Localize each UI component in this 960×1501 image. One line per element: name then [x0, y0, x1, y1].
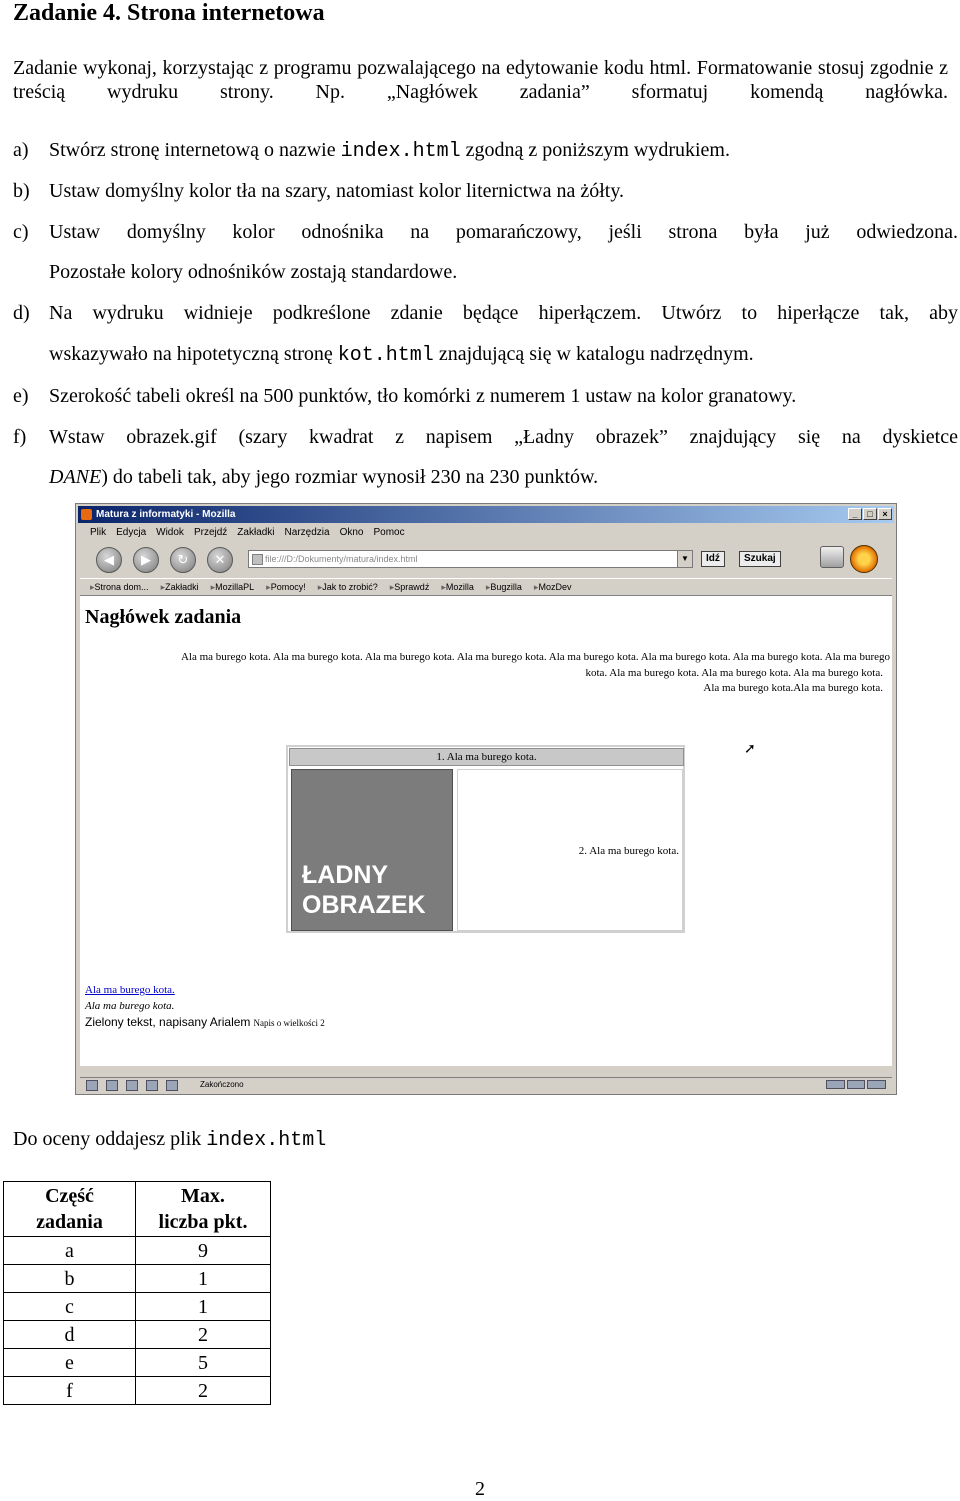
bookmark-pomocy[interactable]: ▸ Pomocy! [266, 579, 306, 595]
bookmark-mozillapl[interactable]: ▸ MozillaPL [211, 579, 255, 595]
header-part: Część zadania [4, 1182, 136, 1237]
row-points: 9 [136, 1237, 271, 1265]
menu-item-okno[interactable]: Okno [339, 527, 364, 538]
table-cell-2-text: 2. Ala ma burego kota. [578, 845, 679, 857]
maximize-icon[interactable]: □ [863, 508, 877, 520]
row-points: 5 [136, 1349, 271, 1377]
menu-bar [80, 524, 405, 541]
url-dropdown-icon[interactable]: ▼ [677, 551, 692, 567]
mozilla-app-icon [81, 509, 92, 520]
grade-line [13, 1127, 326, 1153]
bookmark-mozilla[interactable]: ▸ Mozilla [441, 579, 474, 595]
popup-icon [867, 1080, 886, 1089]
status-indicators [826, 1080, 886, 1089]
header-max-points: Max. liczba pkt. [136, 1182, 271, 1237]
search-button[interactable]: Szukaj [739, 551, 781, 567]
menu-item-pomoc[interactable]: Pomoc [373, 527, 405, 538]
item-a-filename: index.html [340, 140, 461, 163]
forward-icon[interactable]: ▶ [133, 547, 159, 573]
row-part: a [4, 1237, 136, 1265]
mouse-cursor-icon: ➚ [744, 740, 756, 756]
page-paragraph [95, 650, 890, 697]
bookmark-mozdev[interactable]: ▸ MozDev [534, 579, 572, 595]
points-table [3, 1181, 271, 1405]
mozilla-throbber-icon [850, 545, 878, 573]
chat-icon[interactable] [146, 1080, 158, 1091]
table-row [4, 1321, 271, 1349]
composer-icon[interactable] [126, 1080, 138, 1091]
item-c-label: c) [13, 221, 29, 243]
menu-item-edycja[interactable]: Edycja [116, 527, 147, 538]
bookmark-bugzilla[interactable]: ▸ Bugzilla [486, 579, 522, 595]
item-d-text: wskazywało na hipotetyczną stronę [49, 343, 338, 365]
mail-icon[interactable] [106, 1080, 118, 1091]
item-b-body: Ustaw domyślny kolor tła na szary, natomiast kolor liternictwa na żółty. [49, 180, 625, 202]
table-row [4, 1293, 271, 1321]
security-icon [826, 1080, 845, 1089]
menu-item-zakladki[interactable]: Zakładki [237, 527, 275, 538]
item-e-body: Szerokość tabeli określ na 500 punktów, tło komórki z numerem 1 ustaw na kolor granatowy. [49, 385, 797, 407]
row-points: 2 [136, 1321, 271, 1349]
url-input[interactable] [248, 550, 693, 568]
italic-line: Ala ma burego kota. [85, 1000, 175, 1012]
item-f [13, 425, 958, 489]
menu-item-przejdz[interactable]: Przejdź [193, 527, 228, 538]
bookmark-zakladki[interactable]: ▸ Zakładki [161, 579, 199, 595]
bookmarks-bar [80, 578, 892, 595]
window-controls [848, 508, 892, 520]
navigator-icon[interactable] [86, 1080, 98, 1091]
menu-item-widok[interactable]: Widok [156, 527, 184, 538]
small-text: Napis o wielkości 2 [253, 1018, 325, 1028]
item-f-italic-dane: DANE [49, 466, 102, 488]
hyperlink[interactable]: Ala ma burego kota. [85, 984, 175, 996]
page-bottom-lines [85, 982, 325, 1031]
ladny-obrazek-image [291, 769, 453, 931]
row-part: b [4, 1265, 136, 1293]
task-title: Zadanie 4. Strona internetowa [13, 0, 325, 26]
page-icon [252, 554, 263, 565]
status-text: Zakończono [200, 1080, 244, 1089]
item-a [13, 138, 958, 162]
go-button[interactable]: Idź [701, 551, 725, 567]
item-e [13, 384, 958, 408]
minimize-icon[interactable]: _ [848, 508, 862, 520]
item-c-line1: Ustaw domyślny kolor odnośnika na pomarańczowy, jeśli strona była już odwiedzona. [49, 221, 958, 243]
online-icon [847, 1080, 866, 1089]
row-part: e [4, 1349, 136, 1377]
menu-item-plik[interactable]: Plik [90, 527, 107, 538]
item-b [13, 179, 958, 203]
grade-text: Do oceny oddajesz plik [13, 1128, 207, 1150]
item-f-text-end: ) do tabeli tak, aby jego rozmiar wynosił 230 na 230 punktów. [101, 466, 599, 488]
row-part: d [4, 1321, 136, 1349]
green-arial-line [85, 1014, 325, 1031]
item-d-line1: Na wydruku widnieje podkreślone zdanie będące hiperłączem. Utwórz to hiperłącze tak, aby [49, 302, 958, 324]
item-d [13, 301, 958, 365]
table-row [4, 1349, 271, 1377]
item-c-line2: Pozostałe kolory odnośników zostają standardowe. [49, 261, 458, 283]
page-viewport [80, 595, 892, 1066]
item-d-filename: kot.html [337, 344, 434, 367]
window-title: Matura z informatyki - Mozilla [96, 509, 236, 520]
bookmark-home[interactable]: ▸ Strona dom... [90, 579, 149, 595]
item-f-line2 [49, 465, 958, 489]
address-book-icon[interactable] [166, 1080, 178, 1091]
bookmark-jak-to-zrobic[interactable]: ▸ Jak to zrobić? [318, 579, 378, 595]
image-text-line: OBRAZEK [302, 891, 426, 919]
intro-paragraph: Zadanie wykonaj, korzystając z programu pozwalającego na edytowanie kodu html. Formatowanie stosuj zgodnie z treścią wydruku strony. Np. „Nagłówek zadania” sformatuj komendą nagłówka. [13, 57, 948, 103]
status-bar [80, 1077, 892, 1092]
close-icon[interactable]: × [878, 508, 892, 520]
item-a-label: a) [13, 139, 29, 161]
item-f-label: f) [13, 426, 27, 448]
url-text: file:///D:/Dokumenty/matura/index.html [265, 554, 418, 564]
menu-item-narzedzia[interactable]: Narzędzia [284, 527, 330, 538]
page-paragraph-line: kota. Ala ma burego kota. Ala ma burego kota. Ala ma burego kota. [585, 666, 883, 679]
item-f-line1: Wstaw obrazek.gif (szary kwadrat z napisem „Ładny obrazek” znajdujący się na dyskietce [49, 426, 958, 448]
navigation-toolbar [80, 542, 892, 578]
page-paragraph-line: Ala ma burego kota.Ala ma burego kota. [703, 682, 883, 694]
item-d-label: d) [13, 302, 30, 324]
reload-icon[interactable]: ↻ [170, 547, 196, 573]
row-part: f [4, 1377, 136, 1405]
grade-filename: index.html [206, 1129, 327, 1152]
page-paragraph-line: Ala ma burego kota. Ala ma burego kota. Ala ma burego kota. Ala ma burego kota. Ala ma burego kota. Ala ma burego kota. Ala ma burego kota. Ala ma burego [180, 651, 890, 663]
table-row [4, 1237, 271, 1265]
green-text: Zielony tekst, napisany Arialem [85, 1015, 251, 1029]
row-points: 1 [136, 1293, 271, 1321]
table-row [4, 1265, 271, 1293]
row-points: 1 [136, 1265, 271, 1293]
window-titlebar [78, 506, 894, 523]
item-c [13, 220, 958, 284]
back-icon[interactable]: ◀ [96, 547, 122, 573]
points-table-header [4, 1182, 271, 1237]
image-text-line: ŁADNY [302, 861, 389, 889]
item-d-line2 [49, 342, 958, 368]
print-icon[interactable] [820, 546, 844, 568]
page-table [286, 745, 685, 933]
row-points: 2 [136, 1377, 271, 1405]
item-a-body [49, 138, 958, 164]
item-b-label: b) [13, 180, 30, 202]
page-heading: Nagłówek zadania [85, 606, 242, 628]
page-number: 2 [475, 1478, 485, 1500]
table-cell-1: 1. Ala ma burego kota. [289, 748, 684, 766]
bookmark-sprawdz[interactable]: ▸ Sprawdź [390, 579, 430, 595]
stop-icon[interactable]: ✕ [207, 547, 233, 573]
item-d-text-end: znajdującą się w katalogu nadrzędnym. [433, 343, 754, 365]
item-a-text-end: zgodną z poniższym wydrukiem. [460, 139, 730, 161]
browser-screenshot [75, 503, 897, 1095]
table-row [4, 1377, 271, 1405]
item-e-label: e) [13, 385, 29, 407]
table-cell-2 [457, 769, 683, 931]
row-part: c [4, 1293, 136, 1321]
item-a-text: Stwórz stronę internetową o nazwie [49, 139, 341, 161]
